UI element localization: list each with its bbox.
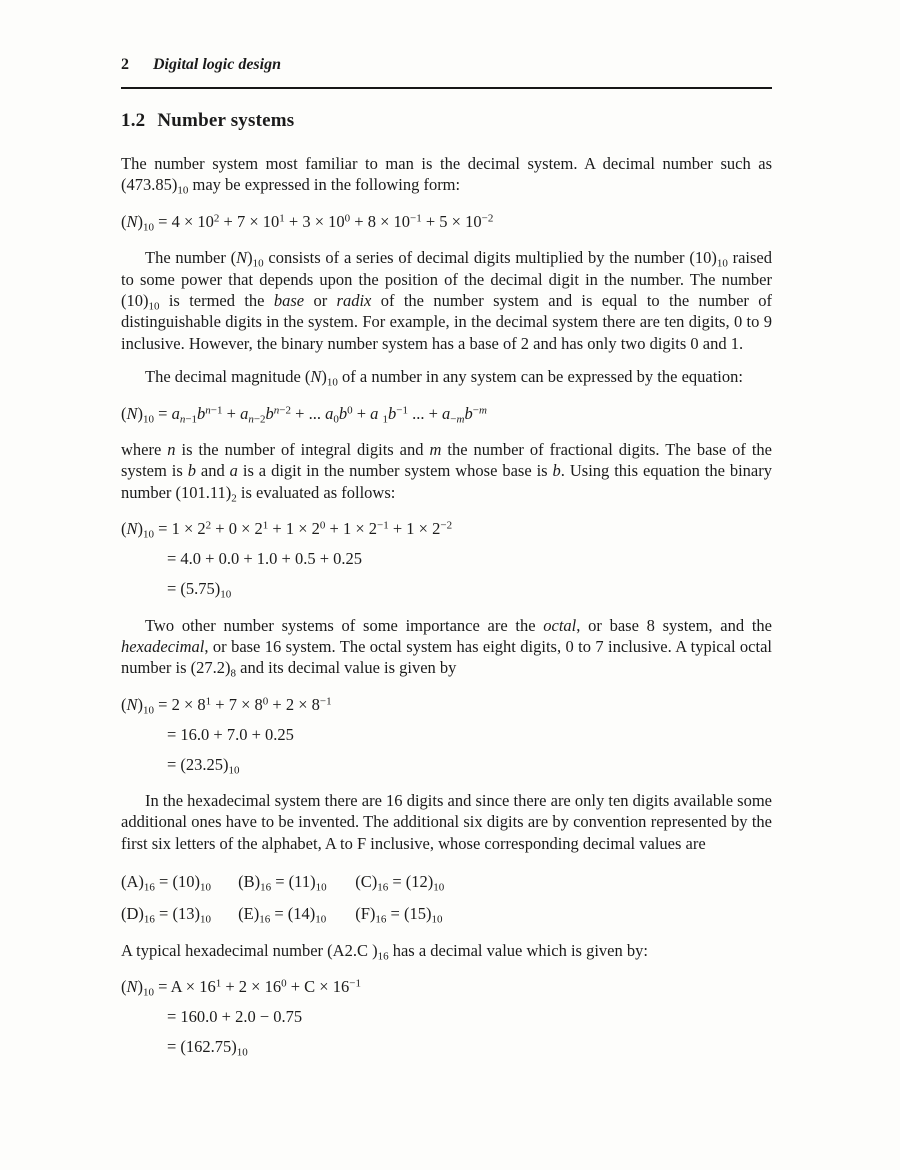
equation-line: $(N)_{10} = a_{n-1}b^{n-1} + a_{n-2}b^{n-2}$ + ... $a_0b^0 + a$ $_1b^{-1}$ ... + $a_{-m}b^{-m}$ <box>121 403 487 426</box>
hex-value-c: $(C)_{16} = (12)_{10}$ <box>355 872 445 894</box>
paragraph-decimal-magnitude: The decimal magnitude $(N)_{10}$ of a number in any system can be expressed by the equation: <box>145 367 743 389</box>
equation-decimal-expansion <box>121 211 772 232</box>
hex-value-f: $(F)_{16} = (15)_{10}$ <box>355 903 443 926</box>
running-header <box>121 56 772 74</box>
equation-line: $(N)_{10} = A \times 16^1 + 2 \times 16^0 + C \times 16^{-1}$ <box>121 977 361 999</box>
running-title: Digital logic design <box>153 56 281 73</box>
header-rule-divider <box>121 87 772 89</box>
section-number: 1.2 <box>121 110 146 131</box>
page-number: 2 <box>121 56 129 73</box>
equation-line: = 16.0 + 7.0 + 0.25 <box>167 724 294 744</box>
equation-line: = $(162.75)_{10}$ <box>167 1037 248 1059</box>
paragraph-where-n: where n is the number of integral digits and m the number of fractional digits. The base of the system is b and a is a digit in the number system whose base is b. Using this equation the binary number $(101.11)_2$ is evaluated as follows: <box>121 440 773 505</box>
hex-value-a: $(A)_{16} = (10)_{10}$ <box>121 872 211 894</box>
hex-value-e: $(E)_{16} = (14)_{10}$ <box>238 903 327 926</box>
section-heading <box>121 110 772 132</box>
equation-binary-evaluation <box>121 518 772 599</box>
hex-value-d: $(D)_{16} = (13)_{10}$ <box>121 903 211 926</box>
equation-line: $(N)_{10} = 2 \times 8^1 + 7 \times 8^0 + 2 \times 8^{-1}$ <box>121 694 332 717</box>
section-title: Number systems <box>157 110 295 131</box>
equation-line: $(N)_{10} = 4 \times 10^2 + 7 \times 10^1 + 3 \times 10^0 + 8 \times 10^{-1} + 5 \times 10^{-2}$ <box>121 211 494 234</box>
paragraph-octal-hexadecimal: Two other number systems of some importance are the octal, or base 8 system, and the hexadecimal, or base 16 system. The octal system has eight digits, 0 to 7 inclusive. A typical octal number is $(27.2)_8$ and its decimal value is given by <box>121 615 772 680</box>
paragraph-hex-digits: In the hexadecimal system there are 16 digits and since there are only ten digits available some additional ones have to be invented. The additional six digits are by convention represented by the first six letters of the alphabet, A to F inclusive, whose corresponding decimal values are <box>121 790 772 853</box>
equation-line: $(N)_{10} = 1 \times 2^2 + 0 \times 2^1 + 1 \times 2^0 + 1 \times 2^{-1} + 1 \times 2^{-2}$ <box>121 519 453 541</box>
hex-decimal-values-list <box>121 871 772 924</box>
paragraph-intro: The number system most familiar to man is the decimal system. A decimal number such as $(473.85)_{10}$ may be expressed in the following form: <box>121 154 772 197</box>
equation-line: = 4.0 + 0.0 + 1.0 + 0.5 + 0.25 <box>167 549 363 569</box>
equation-line: = $(23.25)_{10}$ <box>167 754 240 777</box>
equation-hex-evaluation <box>121 976 772 1057</box>
paragraph-base-radix: The number $(N)_{10}$ consists of a series of decimal digits multiplied by the number $(10)_{10}$ raised to some power that depends upon the position of the decimal digit in the number. The number $(10)_{10}$ is termed the base or radix of the number system and is equal to the number of distinguishable digits in the system. For example, in the decimal system there are ten digits, 0 to 9 inclusive. However, the binary number system has a base of 2 and has only two digits 0 and 1. <box>121 248 772 353</box>
equation-octal-evaluation <box>121 694 772 775</box>
hex-values-row <box>121 871 772 892</box>
hex-value-b: $(B)_{16} = (11)_{10}$ <box>238 872 327 894</box>
equation-general-form <box>121 403 772 424</box>
hex-values-row <box>121 903 772 924</box>
equation-line: = 160.0 + 2.0 − 0.75 <box>167 1007 303 1027</box>
paragraph-typical-hex: A typical hexadecimal number (A2.C )$_{16}$ has a decimal value which is given by: <box>121 940 648 963</box>
equation-line: = $(5.75)_{10}$ <box>167 579 232 601</box>
